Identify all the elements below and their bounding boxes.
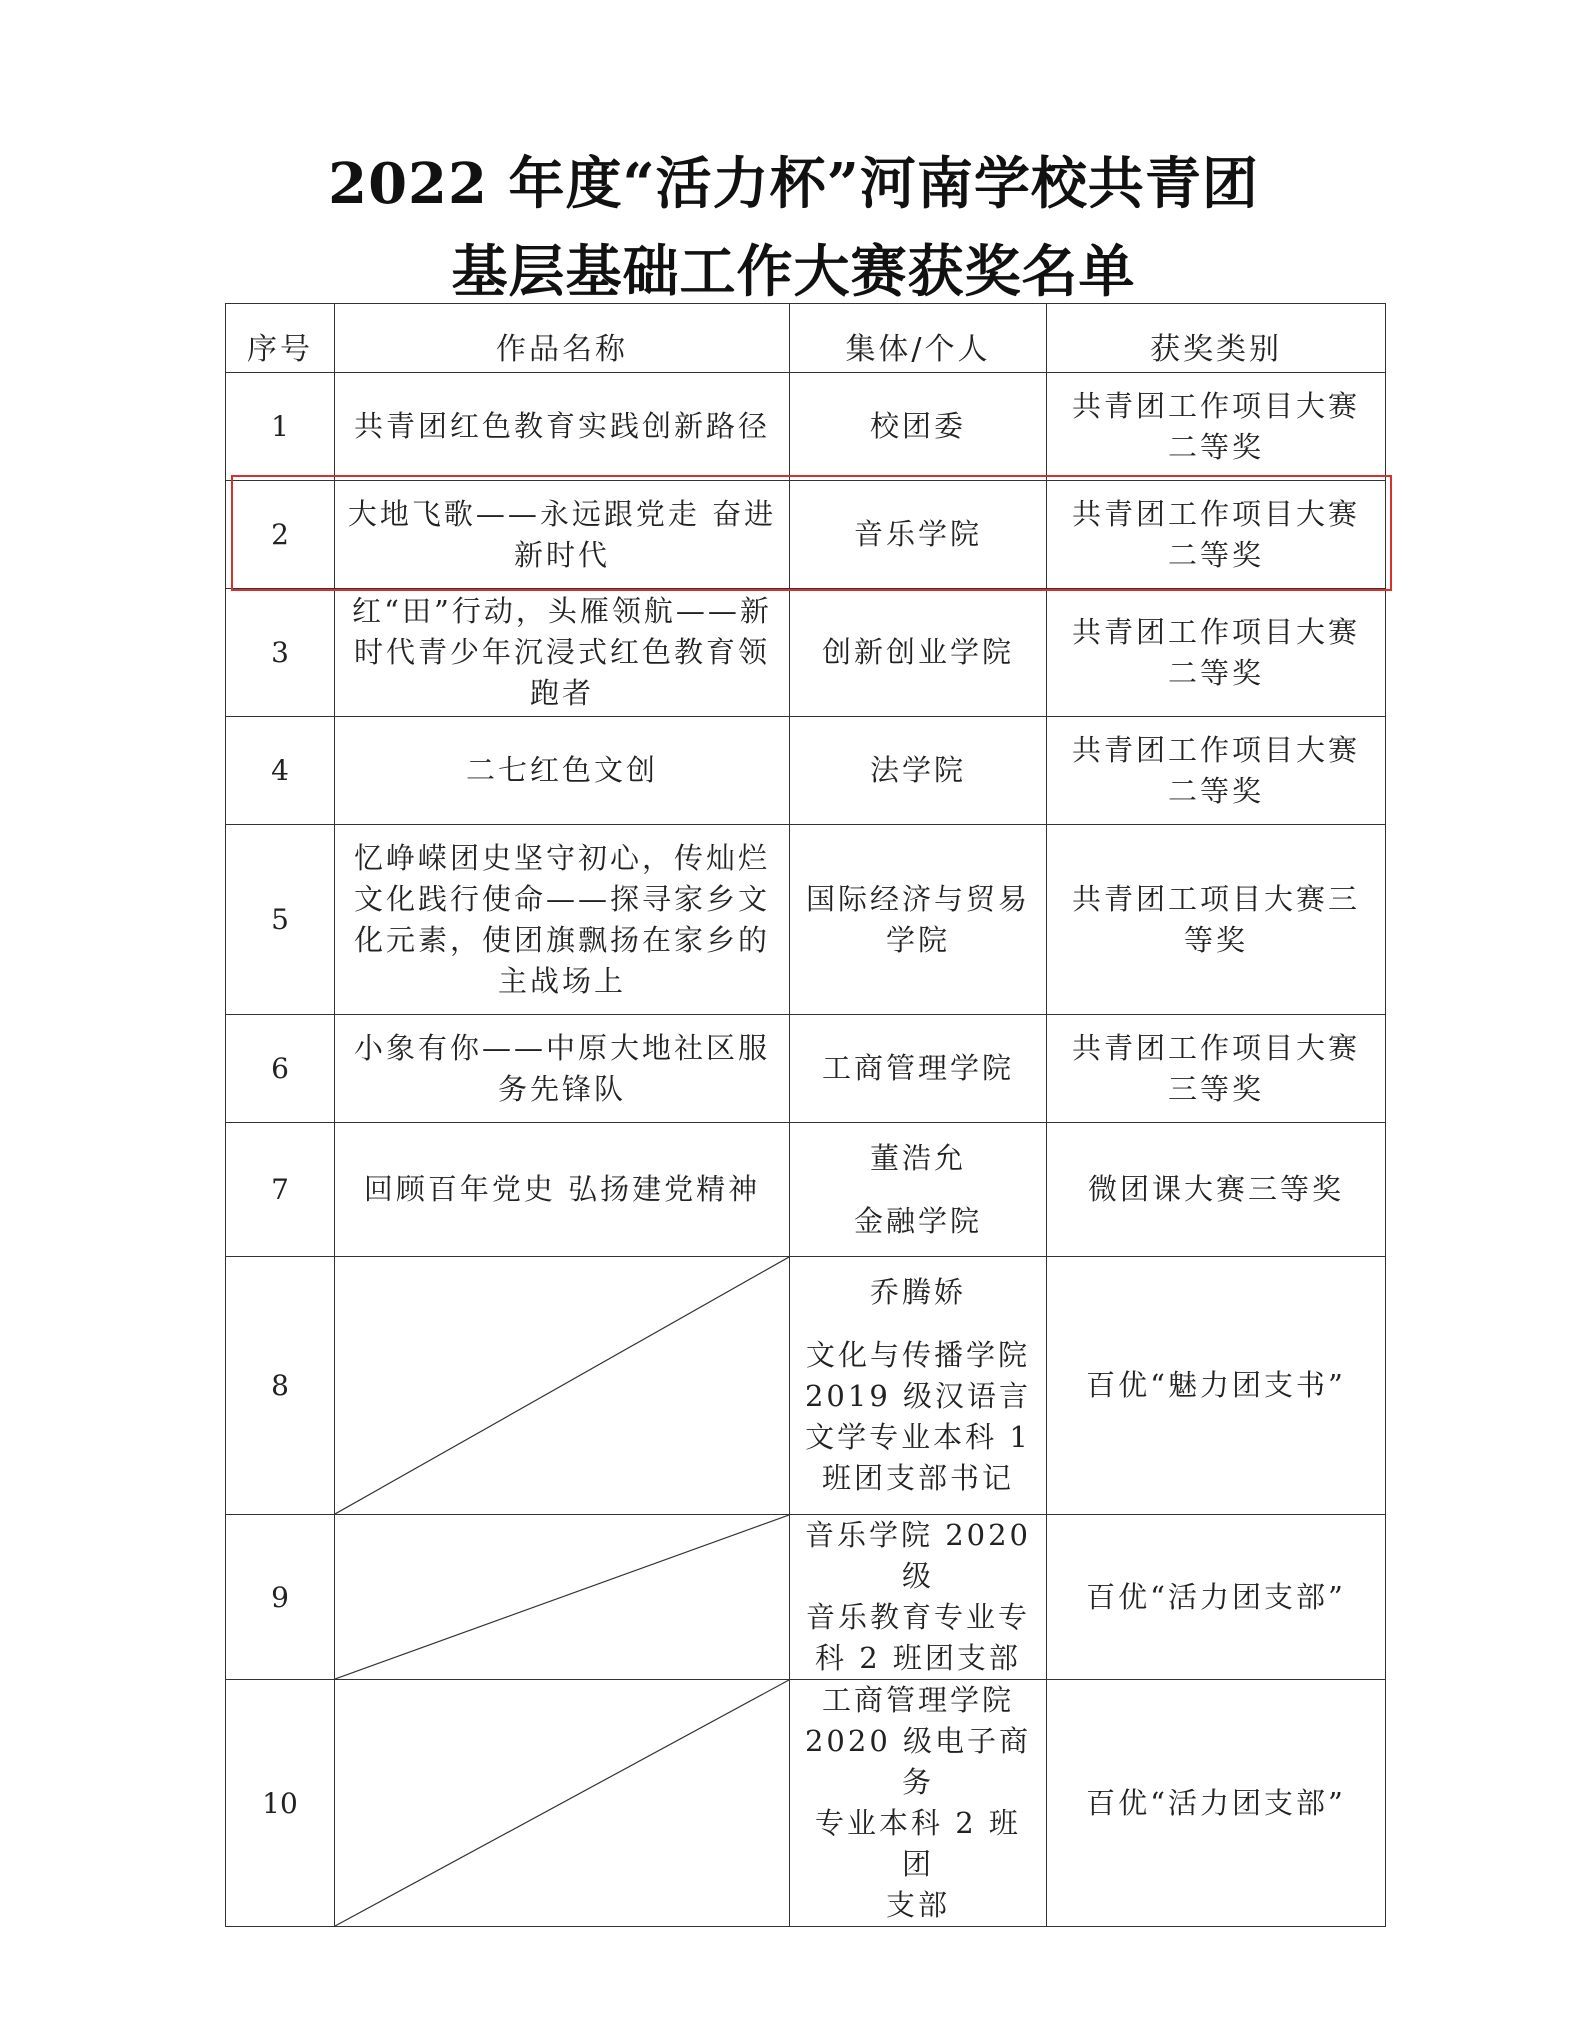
- award-cell: [1047, 825, 1386, 1015]
- award-text: 二等奖: [1167, 429, 1264, 464]
- award-cell: [1047, 717, 1386, 825]
- row-number-text: 2: [271, 518, 289, 551]
- header-work: 作品名称: [335, 304, 790, 373]
- unit-text: 文化与传播学院: [805, 1338, 1030, 1372]
- work-text: 跑者: [529, 676, 594, 710]
- award-text: 等奖: [1183, 922, 1248, 957]
- work-text: 共青团红色教育实践创新路径: [353, 409, 770, 443]
- row-number-text: 10: [262, 1786, 298, 1820]
- unit-text: 工商管理学院: [821, 1051, 1014, 1085]
- unit-cell: [790, 1680, 1047, 1927]
- unit-text: 工商管理学院: [821, 1683, 1014, 1717]
- row-number: [226, 1515, 335, 1680]
- award-text: 二等奖: [1167, 537, 1264, 572]
- diagonal-line: [335, 1257, 789, 1514]
- unit-text: 音乐学院: [853, 517, 982, 551]
- work-text: 忆峥嵘团史坚守初心，传灿烂: [353, 840, 770, 875]
- work-text: 大地飞歌——永远跟党走 奋进: [347, 496, 777, 531]
- award-text: 三等奖: [1167, 1071, 1264, 1106]
- work-title-cell: [335, 1015, 790, 1123]
- table-row: [226, 825, 1386, 1015]
- table-row: [226, 1123, 1386, 1257]
- unit-text: 音乐教育专业专: [805, 1600, 1030, 1634]
- unit-cell: [790, 373, 1047, 481]
- row-number: [226, 717, 335, 825]
- unit-text: 董浩允: [869, 1140, 966, 1175]
- award-text: 共青团工作项目大赛: [1071, 614, 1360, 649]
- row-number-text: 4: [271, 754, 289, 787]
- empty-diagonal-cell: [335, 1680, 790, 1927]
- work-text: 化元素，使团旗飘扬在家乡的: [353, 922, 770, 957]
- award-text: 百优“活力团支部”: [1086, 1579, 1346, 1614]
- unit-text: 学院: [885, 922, 950, 957]
- work-text: 主战场上: [497, 963, 626, 998]
- table-row: [226, 481, 1386, 589]
- work-title-cell: [335, 373, 790, 481]
- unit-text: 科 2 班团支部: [815, 1641, 1021, 1675]
- unit-text: 校团委: [869, 409, 966, 443]
- row-number: [226, 1015, 335, 1123]
- work-title-cell: [335, 825, 790, 1015]
- page-title-line-2: 基层基础工作大赛获奖名单: [451, 239, 1136, 305]
- award-cell: [1047, 481, 1386, 589]
- row-number-text: 7: [271, 1173, 289, 1206]
- work-text: 文化践行使命——探寻家乡文: [353, 881, 770, 916]
- work-text: 时代青少年沉浸式红色教育领: [353, 635, 770, 669]
- unit-text: 创新创业学院: [821, 635, 1014, 669]
- table-row: [226, 1680, 1386, 1927]
- unit-text: 班团支部书记: [821, 1461, 1014, 1495]
- unit-cell: [790, 1015, 1047, 1123]
- award-text: 二等奖: [1167, 655, 1264, 690]
- empty-diagonal-cell: [335, 1257, 790, 1515]
- table-row: [226, 1515, 1386, 1680]
- row-number: [226, 1680, 335, 1927]
- row-number: [226, 589, 335, 717]
- work-title-cell: [335, 1123, 790, 1257]
- unit-text: 文学专业本科 1: [805, 1420, 1031, 1454]
- unit-cell: [790, 1123, 1047, 1257]
- table-header-row: [226, 304, 1386, 373]
- table-row: [226, 373, 1386, 481]
- table-row: [226, 717, 1386, 825]
- unit-cell: [790, 717, 1047, 825]
- row-number-text: 5: [271, 903, 289, 936]
- row-number-text: 6: [271, 1052, 289, 1085]
- row-number-text: 1: [271, 410, 289, 443]
- unit-text: 专业本科 2 班团: [815, 1806, 1021, 1881]
- award-text: 百优“活力团支部”: [1086, 1785, 1346, 1820]
- unit-text: 法学院: [869, 753, 966, 787]
- header-unit: 集体/个人: [790, 304, 1047, 373]
- work-text: 新时代: [513, 537, 610, 572]
- unit-text: 2020 级电子商务: [804, 1724, 1032, 1799]
- unit-text: 金融学院: [853, 1203, 982, 1238]
- empty-diagonal-cell: [335, 1515, 790, 1680]
- table-row: [226, 1257, 1386, 1515]
- work-text: 务先锋队: [497, 1071, 626, 1106]
- row-number: [226, 1123, 335, 1257]
- row-number-text: 9: [271, 1580, 289, 1614]
- work-text: 回顾百年党史 弘扬建党精神: [363, 1172, 761, 1206]
- award-text: 共青团工作项目大赛: [1071, 732, 1360, 767]
- row-number: [226, 481, 335, 589]
- unit-cell: [790, 825, 1047, 1015]
- award-text: 共青团工项目大赛三: [1071, 881, 1360, 916]
- row-number: [226, 1257, 335, 1515]
- table-row: [226, 1015, 1386, 1123]
- award-cell: [1047, 1257, 1386, 1515]
- award-cell: [1047, 1515, 1386, 1680]
- unit-text: 支部: [885, 1888, 950, 1922]
- award-cell: [1047, 1123, 1386, 1257]
- row-number-text: 8: [271, 1369, 289, 1402]
- award-text: 百优“魅力团支书”: [1086, 1368, 1346, 1402]
- page-title-line-1: 2022 年度“活力杯”河南学校共青团: [328, 151, 1259, 217]
- diagonal-line: [335, 1515, 789, 1679]
- work-text: 二七红色文创: [465, 753, 658, 787]
- unit-cell: [790, 481, 1047, 589]
- work-text: 小象有你——中原大地社区服: [353, 1030, 770, 1065]
- award-cell: [1047, 1680, 1386, 1927]
- award-cell: [1047, 589, 1386, 717]
- unit-text: 2019 级汉语言: [804, 1379, 1032, 1413]
- unit-cell: [790, 1257, 1047, 1515]
- row-number: [226, 373, 335, 481]
- header-no: 序号: [226, 304, 335, 373]
- award-text: 微团课大赛三等奖: [1087, 1172, 1344, 1206]
- award-text: 二等奖: [1167, 773, 1264, 808]
- work-title-cell: [335, 589, 790, 717]
- award-text: 共青团工作项目大赛: [1071, 388, 1360, 423]
- award-cell: [1047, 373, 1386, 481]
- award-text: 共青团工作项目大赛: [1071, 1030, 1360, 1065]
- unit-text: 国际经济与贸易: [805, 881, 1030, 916]
- work-title-cell: [335, 481, 790, 589]
- unit-text: 乔腾娇: [869, 1275, 966, 1309]
- unit-text: 音乐学院 2020 级: [804, 1518, 1032, 1593]
- award-cell: [1047, 1015, 1386, 1123]
- award-table: [225, 303, 1386, 1927]
- diagonal-line: [335, 1680, 789, 1926]
- work-text: 红“田”行动，头雁领航——新: [352, 594, 772, 628]
- row-number: [226, 825, 335, 1015]
- header-award: 获奖类别: [1047, 304, 1386, 373]
- row-number-text: 3: [271, 636, 289, 669]
- work-title-cell: [335, 717, 790, 825]
- table-row: [226, 589, 1386, 717]
- unit-cell: [790, 589, 1047, 717]
- award-text: 共青团工作项目大赛: [1071, 496, 1360, 531]
- unit-cell: [790, 1515, 1047, 1680]
